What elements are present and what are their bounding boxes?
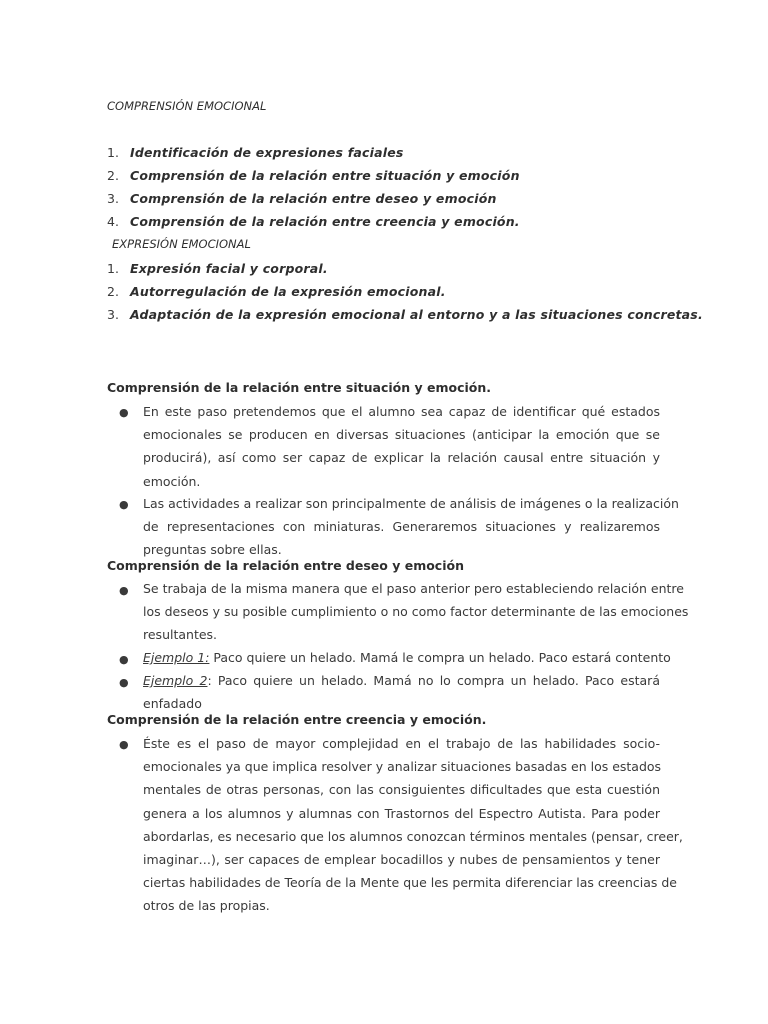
paragraph-line: emoción. [143, 473, 201, 489]
example-label: Ejemplo 2 [143, 673, 208, 688]
list-number: 2. [107, 168, 119, 183]
list-item: Comprensión de la relación entre deseo y emoción [130, 191, 497, 206]
paragraph-line: En este paso pretendemos que el alumno sea capaz de identificar qué estados [143, 404, 660, 419]
paragraph-line: otros de las propias. [143, 898, 270, 914]
example-paragraph [143, 646, 671, 669]
example-paragraph [143, 669, 660, 715]
paragraph-line: genera a los alumnos y alumnas con Trastornos del Espectro Autista. Para poder [143, 805, 660, 821]
paragraph-line: resultantes. [143, 627, 218, 643]
list-number: 3. [107, 307, 119, 322]
paragraph-line: Éste es el paso de mayor complejidad en el trabajo de las habilidades socio- [143, 736, 660, 751]
paragraph [143, 577, 689, 647]
paragraph-line: mentales de otras personas, con las consiguientes dificultades que esta cuestión [143, 782, 660, 798]
bullet-icon: ● [119, 584, 129, 597]
paragraph-line: producirá), así como ser capaz de explicar la relación causal entre situación y [143, 450, 660, 466]
section-heading-comprension: COMPRENSIÓN EMOCIONAL [107, 99, 267, 113]
paragraph-line: enfadado [143, 696, 202, 712]
paragraph [143, 732, 683, 918]
paragraph-line: los deseos y su posible cumplimiento o no como factor determinante de las emociones [143, 604, 689, 620]
paragraph-line: Las actividades a realizar son principalmente de análisis de imágenes o la realización [143, 496, 679, 511]
list-item: Expresión facial y corporal. [130, 261, 328, 276]
list-number: 4. [107, 214, 119, 229]
paragraph-line: emocionales ya que implica resolver y analizar situaciones basadas en los estados [143, 759, 662, 775]
paragraph-line: abordarlas, es necesario que los alumnos conozcan términos mentales (pensar, creer, [143, 828, 683, 844]
bullet-icon: ● [119, 498, 129, 511]
bullet-icon: ● [119, 406, 129, 419]
block-title-situacion: Comprensión de la relación entre situación y emoción. [107, 380, 492, 395]
bullet-icon: ● [119, 653, 129, 666]
paragraph-line: emocionales se producen en diversas situaciones (anticipar la emoción que se [143, 427, 660, 443]
block-title-creencia: Comprensión de la relación entre creencia y emoción. [107, 712, 487, 727]
paragraph-line: imaginar…), ser capaces de emplear bocadillos y nubes de pensamientos y tener [143, 851, 660, 867]
list-item: Adaptación de la expresión emocional al entorno y a las situaciones concretas. [130, 307, 703, 322]
bullet-icon: ● [119, 738, 129, 751]
paragraph-line: preguntas sobre ellas. [143, 542, 282, 558]
list-item: Autorregulación de la expresión emocional. [130, 284, 446, 299]
paragraph-line: Se trabaja de la misma manera que el paso anterior pero estableciendo relación entre [143, 581, 684, 596]
list-number: 1. [107, 145, 119, 160]
paragraph [143, 400, 660, 493]
list-number: 1. [107, 261, 119, 276]
example-text: Paco quiere un helado. Mamá le compra un helado. Paco estará contento [209, 650, 671, 665]
example-text: : Paco quiere un helado. Mamá no lo compra un helado. Paco estará [207, 673, 660, 688]
section-heading-expresion: EXPRESIÓN EMOCIONAL [112, 237, 251, 251]
paragraph-line: de representaciones con miniaturas. Generaremos situaciones y realizaremos [143, 519, 660, 535]
list-number: 2. [107, 284, 119, 299]
paragraph-line [143, 646, 671, 669]
paragraph [143, 492, 679, 562]
list-item: Comprensión de la relación entre creencia y emoción. [130, 214, 520, 229]
example-label: Ejemplo 1: [143, 650, 210, 665]
paragraph-line [143, 669, 660, 692]
bullet-icon: ● [119, 676, 129, 689]
paragraph-line: ciertas habilidades de Teoría de la Mente que les permita diferenciar las creencias de [143, 875, 677, 891]
list-item: Comprensión de la relación entre situación y emoción [130, 168, 520, 183]
list-item: Identificación de expresiones faciales [130, 145, 404, 160]
block-title-deseo: Comprensión de la relación entre deseo y emoción [107, 558, 464, 573]
list-number: 3. [107, 191, 119, 206]
